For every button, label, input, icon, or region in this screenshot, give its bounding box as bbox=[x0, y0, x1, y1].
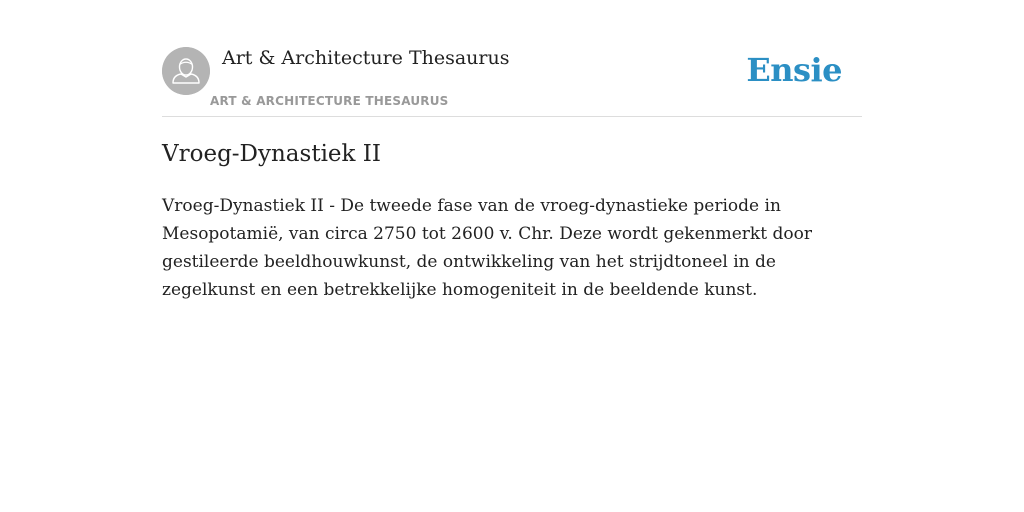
page-header bbox=[162, 0, 862, 117]
author-name[interactable]: Art & Architecture Thesaurus bbox=[222, 47, 510, 69]
article-title: Vroeg-Dynastiek II bbox=[162, 141, 381, 167]
page-container bbox=[162, 0, 862, 300]
user-silhouette-icon bbox=[162, 47, 210, 95]
article-body: Vroeg-Dynastiek II - De tweede fase van de vroeg-dynastieke periode in Mesopotamië, van circa 2750 tot 2600 v. Chr. Deze wordt gekenmerkt door gestileerde beeldhouwkunst, de ontwikkeling van het strijdtoneel in de zegelkunst en een betrekkelijke homogeniteit in de beeldende kunst. bbox=[162, 196, 812, 300]
brand-logo[interactable]: Ensie bbox=[746, 51, 842, 89]
avatar[interactable] bbox=[162, 47, 210, 95]
author-source-label: ART & ARCHITECTURE THESAURUS bbox=[210, 94, 449, 108]
